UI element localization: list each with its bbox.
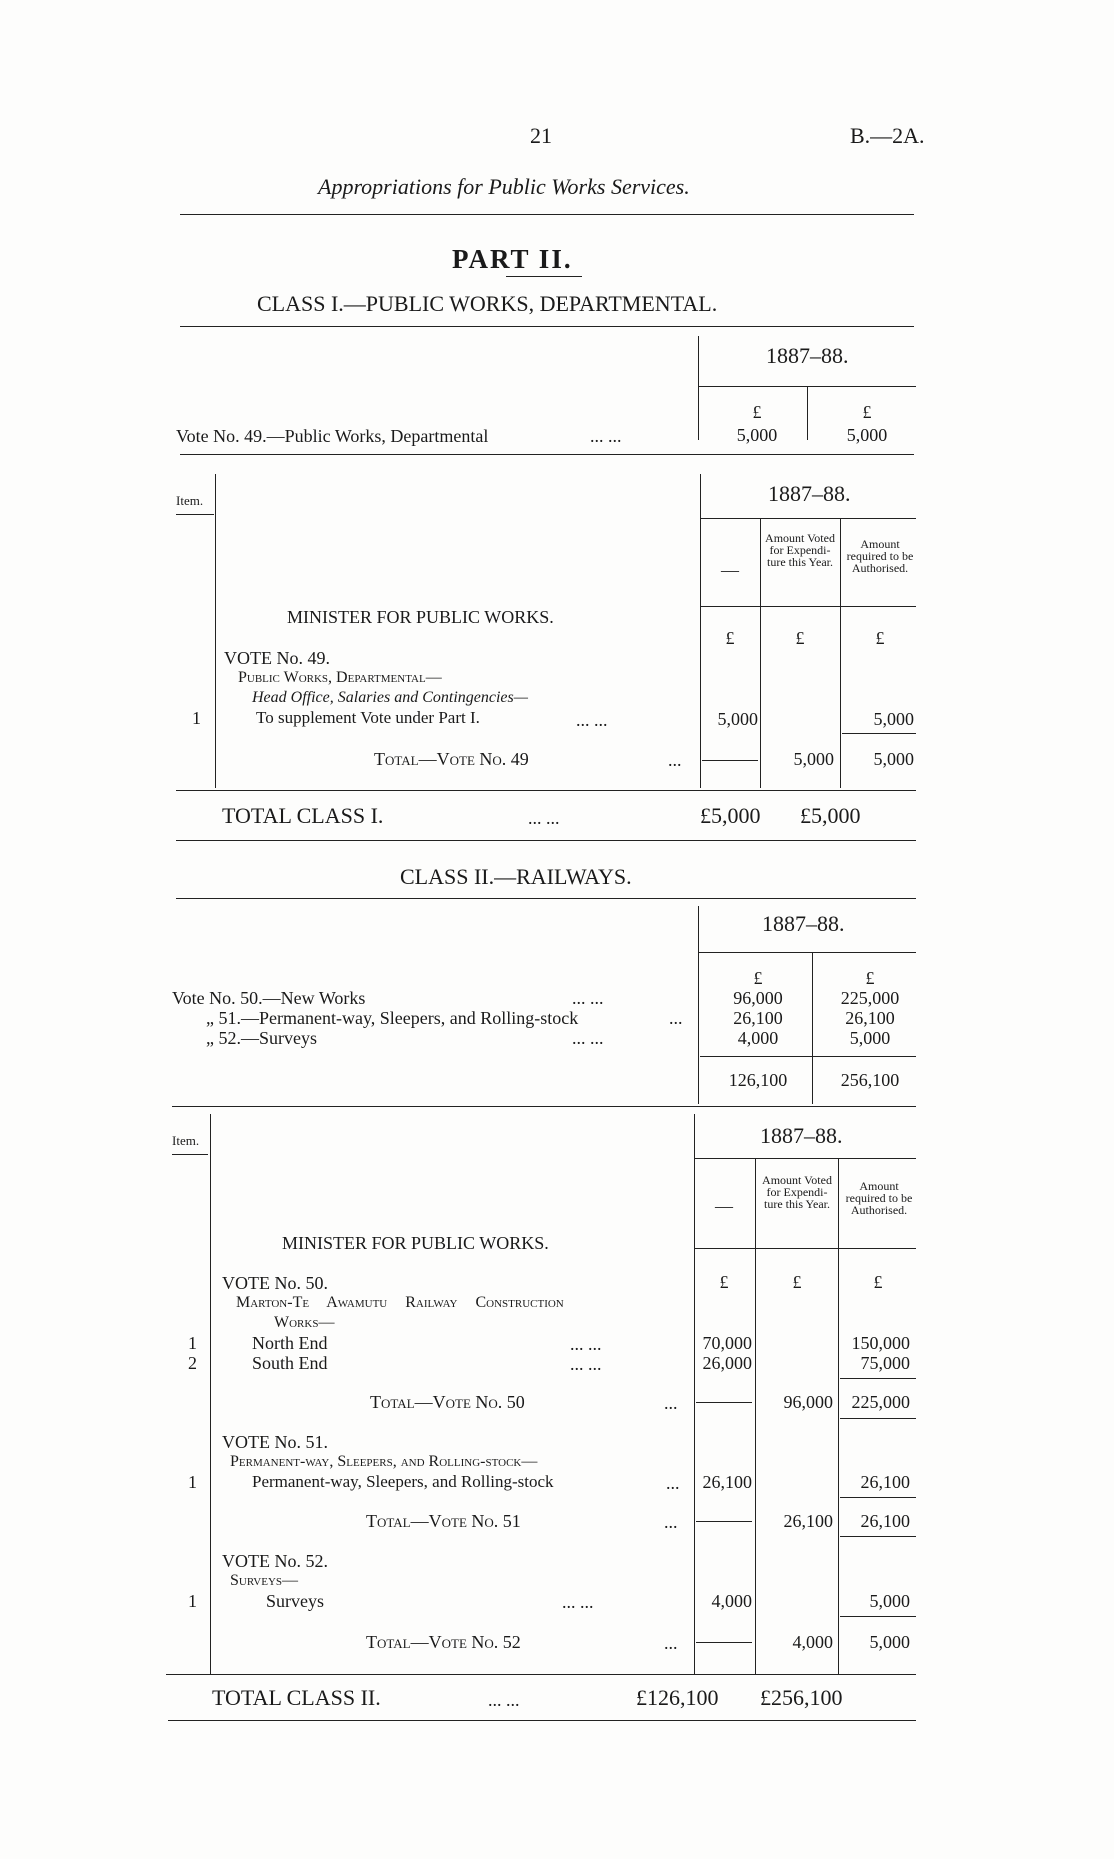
summary2-total1: 126,100 <box>728 1070 788 1090</box>
summary2-row-50: Vote No. 50.—New Works <box>172 988 366 1008</box>
minister-heading: MINISTER FOR PUBLIC WORKS. <box>287 607 554 627</box>
vote52-item: Surveys <box>266 1591 324 1611</box>
class2-title-rule <box>176 898 916 899</box>
col-voted-header: Amount Voted for Expendi- ture this Year. <box>765 531 835 569</box>
vote51-subhead: Permanent-way, Sleepers, and Rolling-stock— <box>230 1453 538 1470</box>
summary-col2-value: 5,000 <box>846 425 888 445</box>
class1-total-voted: £5,000 <box>700 803 761 828</box>
vote50-total-voted: 96,000 <box>783 1392 833 1412</box>
class1-total-label: TOTAL CLASS I. <box>222 803 384 828</box>
vote-total-voted: 5,000 <box>793 749 834 769</box>
summary-col1-value: 5,000 <box>736 425 778 445</box>
vote50-subhead: Marton-Te Awamutu Railway Construction <box>236 1294 564 1311</box>
item-number: 1 <box>192 708 201 728</box>
vote52-subhead: Surveys— <box>230 1572 299 1589</box>
header-rule <box>180 214 914 215</box>
vote50-heading: VOTE No. 50. <box>222 1273 328 1293</box>
vote50-item-south: South End <box>252 1353 328 1373</box>
vote52-heading: VOTE No. 52. <box>222 1551 328 1571</box>
col-required-header-2: Amount required to be Authorised. <box>845 1179 913 1217</box>
vote-heading: VOTE No. 49. <box>224 648 330 668</box>
vote52-total-voted: 4,000 <box>792 1632 833 1652</box>
col-required-header: Amount required to be Authorised. <box>846 537 914 575</box>
detail-year: 1887–88. <box>768 481 851 506</box>
summary-year: 1887–88. <box>766 343 849 368</box>
part-title: PART II. <box>452 244 573 274</box>
class1-title: CLASS I.—PUBLIC WORKS, DEPARTMENTAL. <box>257 291 718 316</box>
part-title-rule <box>506 276 582 277</box>
summary2-row-51: „ 51.—Permanent-way, Sleepers, and Rolling-stock <box>206 1008 579 1028</box>
vote50-total-label: Total—Vote No. 50 <box>370 1392 525 1412</box>
class2-total-voted: £126,100 <box>636 1685 719 1710</box>
summary2-year: 1887–88. <box>762 911 845 936</box>
vote-total-required: 5,000 <box>873 749 914 769</box>
page-number: 21 <box>530 123 552 148</box>
class2-total-required: £256,100 <box>760 1685 843 1710</box>
vote50-item-north: North End <box>252 1333 328 1353</box>
item-header-2: Item. <box>172 1133 200 1148</box>
item-required: 5,000 <box>873 709 914 729</box>
vote52-total-required: 5,000 <box>869 1632 910 1652</box>
vote50-subhead2: Works— <box>274 1314 335 1331</box>
vote51-total-voted: 26,100 <box>783 1511 833 1531</box>
detail2-year: 1887–88. <box>760 1123 843 1148</box>
class2-title: CLASS II.—RAILWAYS. <box>400 864 632 889</box>
item-text: To supplement Vote under Part I. <box>256 708 480 727</box>
class2-total-label: TOTAL CLASS II. <box>212 1685 381 1710</box>
class1-title-rule <box>180 326 914 327</box>
document-reference: B.—2A. <box>850 123 925 148</box>
vote51-total-required: 26,100 <box>860 1511 910 1531</box>
vote-subhead-italic: Head Office, Salaries and Contingencies— <box>252 689 528 706</box>
summary2-row-52: „ 52.—Surveys <box>206 1028 317 1048</box>
vote52-total-label: Total—Vote No. 52 <box>366 1632 521 1652</box>
summary2-total2: 256,100 <box>840 1070 900 1090</box>
vote-subhead: Public Works, Departmental— <box>238 669 442 686</box>
vote51-total-label: Total—Vote No. 51 <box>366 1511 521 1531</box>
item-header: Item. <box>176 493 204 508</box>
minister-heading-2: MINISTER FOR PUBLIC WORKS. <box>282 1233 549 1253</box>
vote-total-label: Total—Vote No. 49 <box>374 749 529 769</box>
col-voted-header-2: Amount Voted for Expendi- ture this Year. <box>762 1173 832 1211</box>
vote50-total-required: 225,000 <box>851 1392 910 1412</box>
item-amount: 5,000 <box>717 709 758 729</box>
class1-total-required: £5,000 <box>800 803 861 828</box>
summary-vote-label: Vote No. 49.—Public Works, Departmental <box>176 426 489 446</box>
vote51-item: Permanent-way, Sleepers, and Rolling-stock <box>252 1472 554 1491</box>
running-title: Appropriations for Public Works Services. <box>318 174 690 199</box>
vote51-heading: VOTE No. 51. <box>222 1432 328 1452</box>
